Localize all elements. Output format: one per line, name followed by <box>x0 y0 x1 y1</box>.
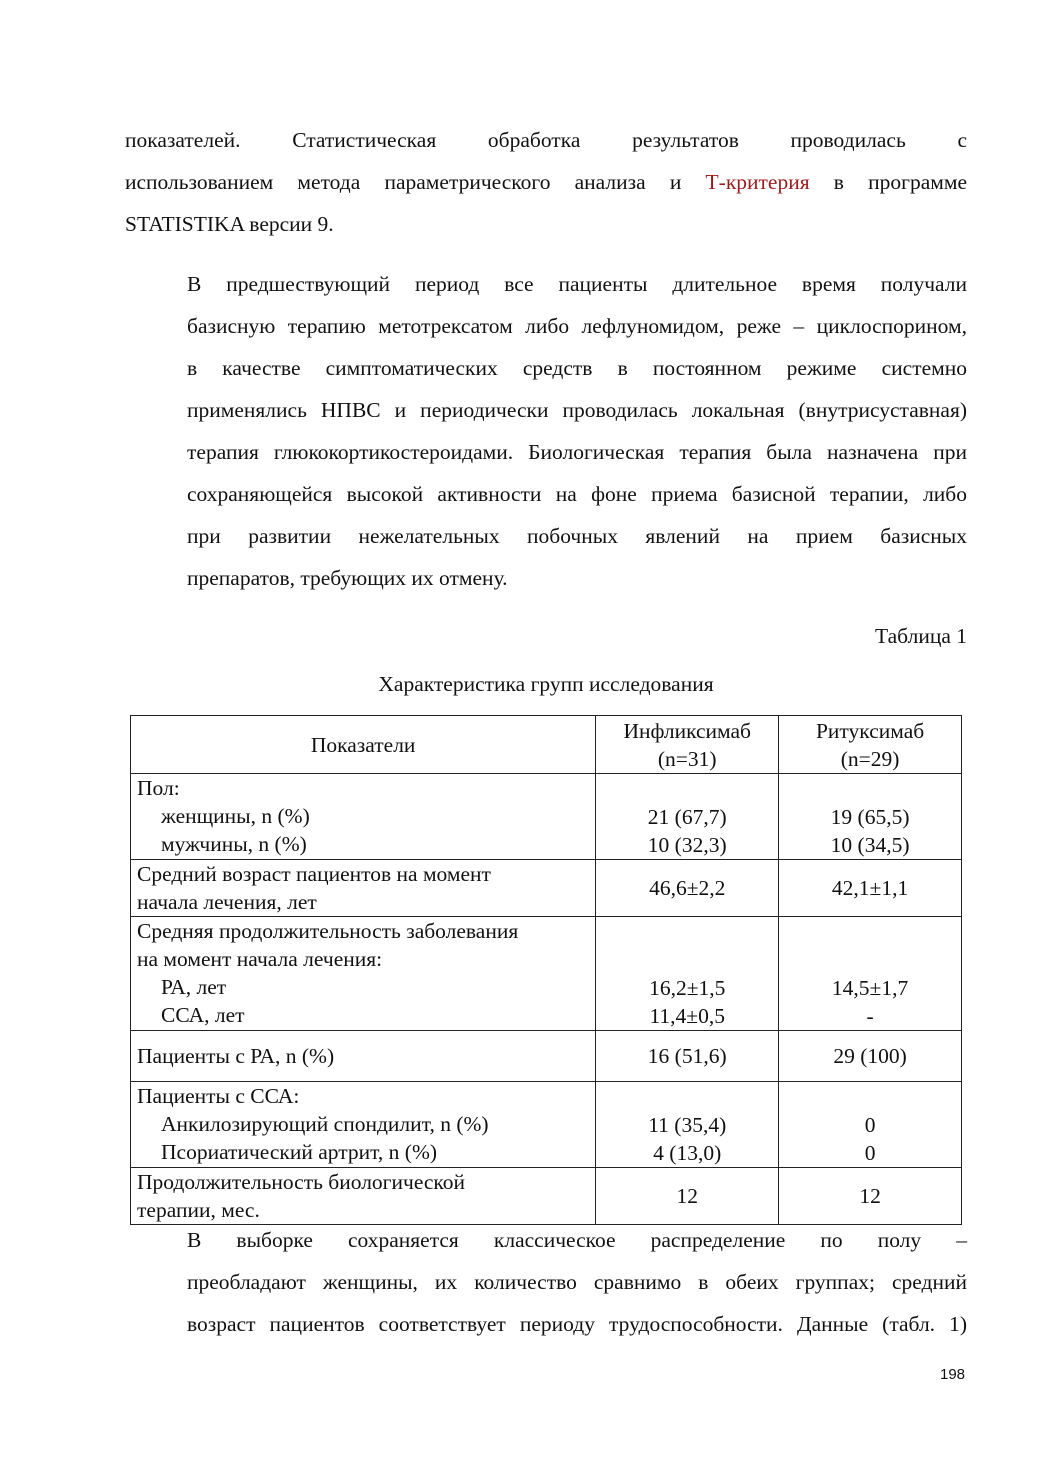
paragraph-sample-description <box>125 1219 967 1345</box>
paragraph-prior-therapy <box>125 263 967 599</box>
header-rituximab <box>779 716 962 774</box>
cell-text: женщины, n (%) <box>161 804 310 828</box>
cell-text: РА, лет <box>161 975 227 999</box>
row-label <box>131 1168 596 1225</box>
cell-text: начала лечения, лет <box>137 890 317 914</box>
header-text: (n=29) <box>840 746 900 771</box>
cell-text: 11,4±0,5 <box>649 1004 725 1028</box>
table-row <box>131 774 962 860</box>
row-label <box>131 917 596 1031</box>
row-label <box>131 774 596 860</box>
text-line: сохраняющейся высокой активности на фоне приема базисной терапии, либо <box>187 482 967 506</box>
text-line: в качестве симптоматических средств в постоянном режиме системно <box>187 356 967 380</box>
header-text: (n=31) <box>657 746 717 771</box>
rituximab-value <box>779 917 962 1031</box>
table-row <box>131 860 962 917</box>
study-groups-table <box>130 715 962 1225</box>
header-infliximab <box>596 716 779 774</box>
paragraph-statistics <box>125 119 967 245</box>
infliximab-value <box>596 774 779 860</box>
table-row <box>131 917 962 1031</box>
cell-text: 21 (67,7) <box>647 805 727 829</box>
text-line: применялись НПВС и периодически проводилась локальная (внутрисуставная) <box>187 398 967 422</box>
text-line <box>125 161 967 203</box>
rituximab-value <box>779 1082 962 1168</box>
cell-text: 19 (65,5) <box>830 805 910 829</box>
infliximab-value: 16 (51,6) <box>596 1031 779 1082</box>
row-label: Пациенты с РА, n (%) <box>131 1031 596 1082</box>
infliximab-value <box>596 1082 779 1168</box>
row-label <box>131 1082 596 1168</box>
cell-text: Анкилозирующий спондилит, n (%) <box>161 1112 489 1136</box>
table-row <box>131 1168 962 1225</box>
cell-text: Пол: <box>137 776 180 800</box>
cell-text: 4 (13,0) <box>653 1141 722 1165</box>
cell-text: мужчины, n (%) <box>161 832 307 856</box>
cell-text: 16,2±1,5 <box>649 976 726 1000</box>
text-line: В предшествующий период все пациенты длительное время получали <box>187 272 967 296</box>
rituximab-value: 12 <box>779 1168 962 1225</box>
cell-text: ССА, лет <box>161 1003 245 1027</box>
cell-text: 10 (32,3) <box>647 833 727 857</box>
text-line: STATISTIKA версии 9. <box>125 212 334 236</box>
table-header-row <box>131 716 962 774</box>
rituximab-value <box>779 774 962 860</box>
table-row <box>131 1031 962 1082</box>
text-line: базисную терапию метотрексатом либо лефлуномидом, реже – циклоспорином, <box>187 314 967 338</box>
header-indicators: Показатели <box>131 716 596 774</box>
text-line: препаратов, требующих их отмену. <box>187 566 508 590</box>
cell-text: 14,5±1,7 <box>831 976 909 1000</box>
t-criterion-link[interactable]: Т-критерия <box>705 170 810 194</box>
cell-text: Средняя продолжительность заболевания <box>137 919 519 943</box>
text-line: возраст пациентов соответствует периоду трудоспособности. Данные (табл. 1) <box>187 1312 967 1336</box>
page-number: 198 <box>940 1366 966 1383</box>
cell-text: Псориатический артрит, n (%) <box>161 1140 438 1164</box>
table-label: Таблица 1 <box>875 624 967 648</box>
text-span: в программе <box>809 170 967 194</box>
text-line: терапия глюкокортикостероидами. Биологическая терапия была назначена при <box>187 440 967 464</box>
text-line: при развитии нежелательных побочных явлений на прием базисных <box>187 524 967 548</box>
cell-text: на момент начала лечения: <box>137 947 383 971</box>
text-line: В выборке сохраняется классическое распределение по полу – <box>187 1228 967 1252</box>
table-row <box>131 1082 962 1168</box>
cell-text: 0 <box>864 1113 876 1137</box>
text-line: показателей. Статистическая обработка результатов проводилась с <box>125 128 967 152</box>
rituximab-value: 29 (100) <box>779 1031 962 1082</box>
header-text: Инфликсимаб <box>623 718 751 743</box>
cell-text: терапии, мес. <box>137 1198 260 1222</box>
table-title: Характеристика групп исследования <box>378 672 714 696</box>
text-span: использованием метода параметрического анализа и <box>125 170 706 194</box>
infliximab-value: 46,6±2,2 <box>596 860 779 917</box>
rituximab-value: 42,1±1,1 <box>779 860 962 917</box>
cell-text: 10 (34,5) <box>830 833 910 857</box>
cell-text: - <box>866 1004 874 1028</box>
infliximab-value <box>596 917 779 1031</box>
cell-text: Пациенты с ССА: <box>137 1084 300 1108</box>
infliximab-value: 12 <box>596 1168 779 1225</box>
cell-text: 0 <box>864 1141 876 1165</box>
row-label <box>131 860 596 917</box>
cell-text: 11 (35,4) <box>648 1113 727 1137</box>
cell-text: Средний возраст пациентов на момент <box>137 862 491 886</box>
header-text: Ритуксимаб <box>815 718 925 743</box>
text-line: преобладают женщины, их количество сравнимо в обеих группах; средний <box>187 1270 967 1294</box>
cell-text: Продолжительность биологической <box>137 1170 466 1194</box>
